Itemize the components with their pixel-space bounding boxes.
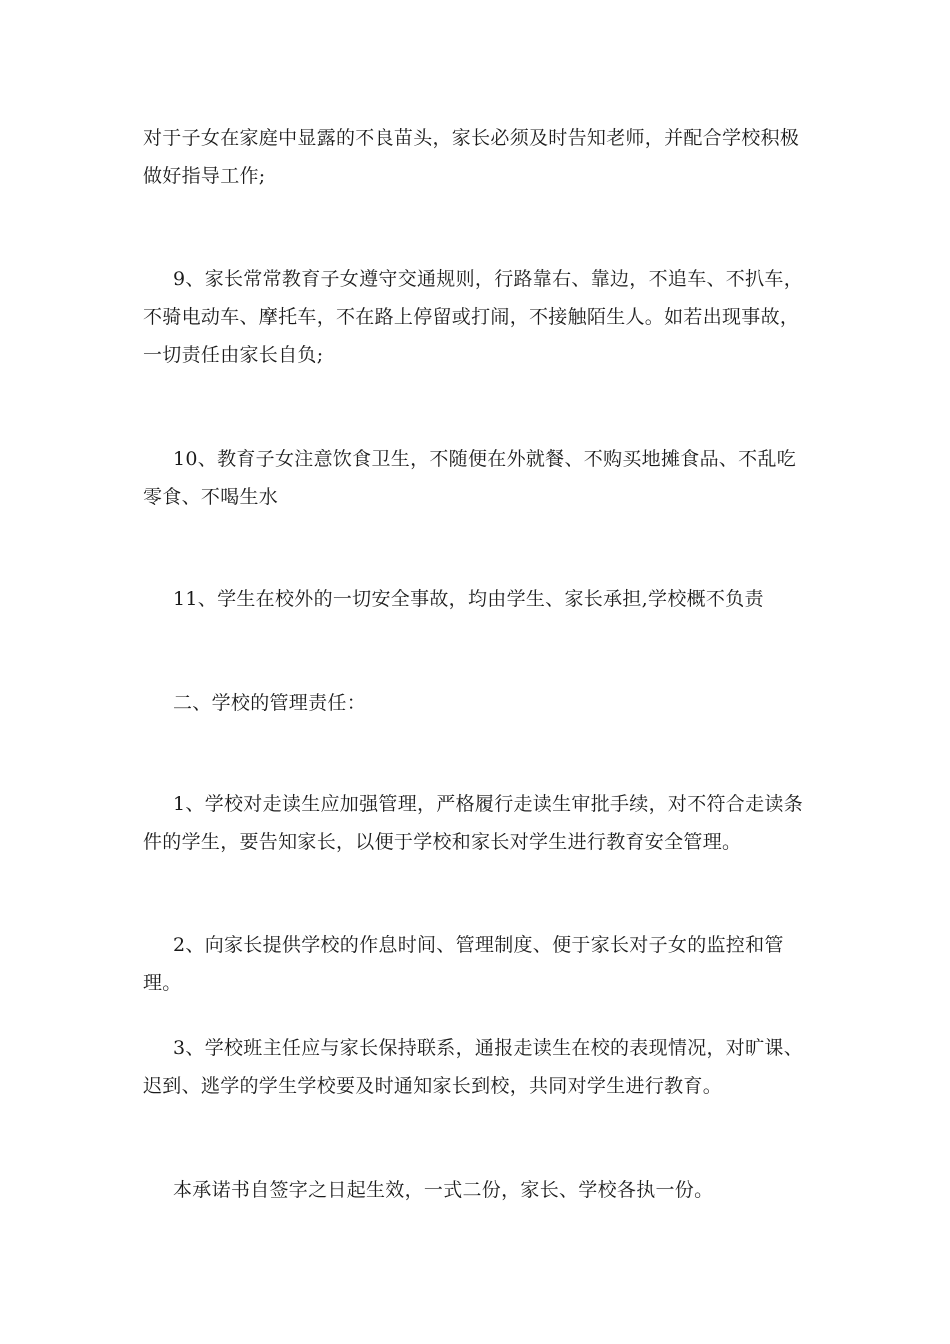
paragraph-school-1: 1、学校对走读生应加强管理，严格履行走读生审批手续，对不符合走读条件的学生，要告知家长，以便于学校和家长对学生进行教育安全管理。	[143, 793, 803, 853]
paragraph-item-10: 10、教育子女注意饮食卫生，不随便在外就餐、不购买地摊食品、不乱吃零食、不喝生水	[143, 448, 797, 508]
paragraph-item-11: 11、学生在校外的一切安全事故，均由学生、家长承担,学校概不负责	[173, 588, 764, 610]
paragraph-item-9: 9、家长常常教育子女遵守交通规则，行路靠右、靠边，不追车、不扒车，不骑电动车、摩托车，不在路上停留或打闹，不接触陌生人。如若出现事故，一切责任由家长自负;	[143, 268, 803, 366]
paragraph-school-3: 3、学校班主任应与家长保持联系，通报走读生在校的表现情况，对旷课、迟到、逃学的学生学校要及时通知家长到校，共同对学生进行教育。	[143, 1037, 803, 1097]
paragraph-closing: 本承诺书自签字之日起生效，一式二份，家长、学校各执一份。	[173, 1179, 714, 1201]
paragraph-school-2: 2、向家长提供学校的作息时间、管理制度、便于家长对子女的监控和管理。	[143, 934, 784, 994]
section-heading-school-responsibility: 二、学校的管理责任：	[173, 692, 367, 714]
paragraph-continuation: 对于子女在家庭中显露的不良苗头，家长必须及时告知老师，并配合学校积极做好指导工作;	[143, 127, 800, 187]
